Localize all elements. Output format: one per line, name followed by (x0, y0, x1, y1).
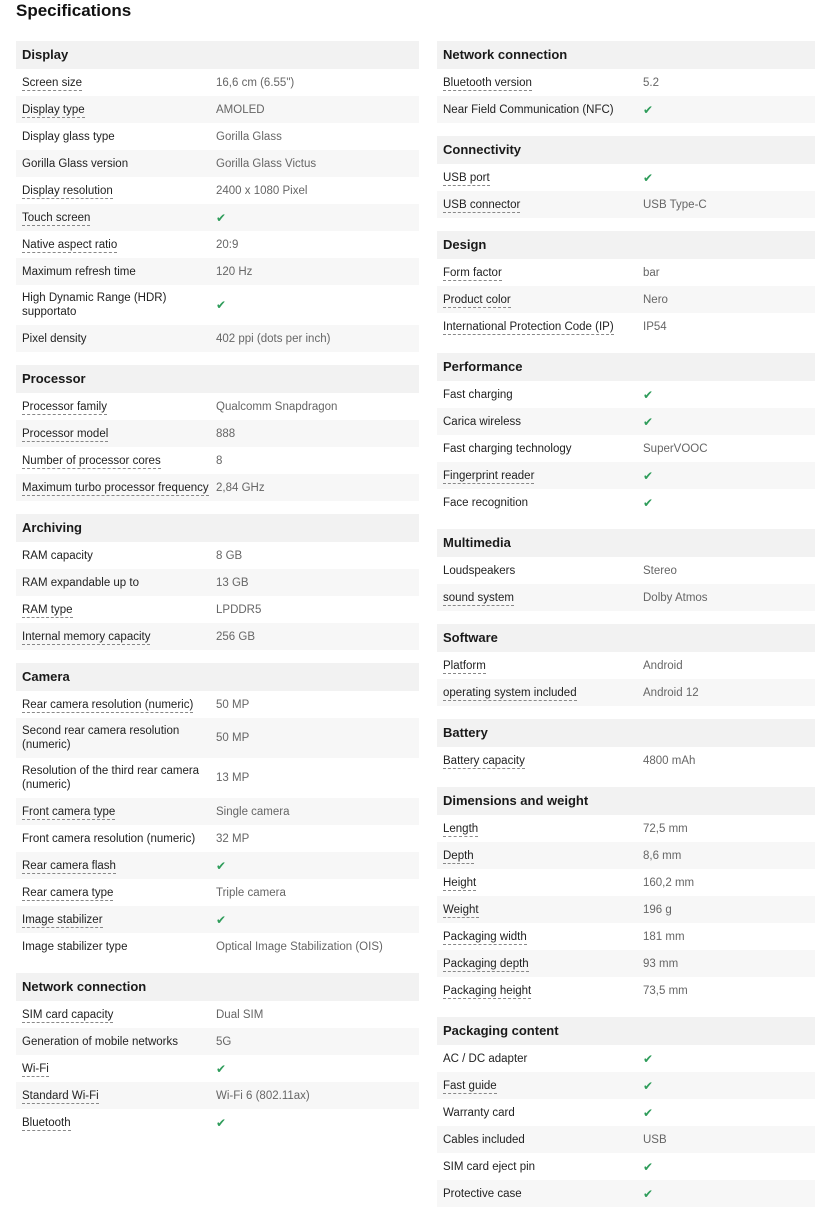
spec-label: AC / DC adapter (443, 1052, 528, 1065)
spec-value: 16,6 cm (6.55") (216, 76, 295, 89)
spec-row (16, 569, 419, 596)
spec-value: Nero (643, 293, 668, 306)
spec-label: SIM card eject pin (443, 1160, 536, 1173)
spec-row (437, 557, 815, 584)
spec-label-cell (437, 320, 643, 334)
spec-row (16, 596, 419, 623)
spec-value: 93 mm (643, 957, 679, 970)
spec-label-cell (437, 266, 643, 280)
spec-label-cell (16, 724, 216, 752)
spec-row (16, 825, 419, 852)
spec-section-display (16, 41, 419, 352)
spec-row (16, 447, 419, 474)
spec-row (16, 325, 419, 352)
spec-label-cell (16, 940, 216, 954)
spec-label: Gorilla Glass version (22, 157, 129, 170)
spec-label-cell (16, 76, 216, 90)
checkmark-icon: ✔ (643, 170, 654, 185)
checkmark-icon: ✔ (216, 858, 227, 873)
spec-label-cell (16, 211, 216, 225)
spec-label: Protective case (443, 1187, 522, 1200)
spec-label-cell (437, 876, 643, 890)
checkmark-icon: ✔ (643, 387, 654, 402)
spec-row (16, 691, 419, 718)
spec-row (437, 842, 815, 869)
spec-section-dimensions (437, 787, 815, 1004)
spec-value: 73,5 mm (643, 984, 688, 997)
spec-label-cell (437, 442, 643, 456)
spec-label-cell (16, 698, 216, 712)
spec-value: 2,84 GHz (216, 481, 265, 494)
spec-label-cell (16, 400, 216, 414)
spec-value: USB Type-C (643, 198, 707, 211)
spec-label-tooltip[interactable]: International Protection Code (IP) (443, 320, 614, 333)
spec-section-processor (16, 365, 419, 501)
spec-label-cell (16, 157, 216, 171)
spec-label-cell (437, 659, 643, 673)
spec-label-cell (437, 469, 643, 483)
section-title: Network connection (16, 973, 419, 1001)
spec-row (437, 977, 815, 1004)
spec-label-tooltip[interactable]: Screen size (22, 76, 83, 89)
spec-label-cell (16, 130, 216, 144)
spec-label-tooltip[interactable]: Display resolution (22, 184, 113, 197)
spec-label-cell (16, 1089, 216, 1103)
spec-label-tooltip[interactable]: Packaging depth (443, 957, 529, 970)
spec-row (437, 679, 815, 706)
spec-label: Pixel density (22, 332, 87, 345)
spec-row (16, 798, 419, 825)
spec-row (437, 259, 815, 286)
spec-label-tooltip[interactable]: operating system included (443, 686, 577, 699)
spec-row (16, 623, 419, 650)
spec-value: Dual SIM (216, 1008, 264, 1021)
checkmark-icon: ✔ (643, 1186, 654, 1201)
section-title: Software (437, 624, 815, 652)
spec-value: 196 g (643, 903, 672, 916)
spec-label-cell (437, 849, 643, 863)
spec-section-software (437, 624, 815, 706)
spec-row (16, 231, 419, 258)
spec-row (16, 150, 419, 177)
spec-row (16, 177, 419, 204)
spec-row (437, 69, 815, 96)
spec-row (16, 258, 419, 285)
spec-row (16, 1082, 419, 1109)
section-title: Packaging content (437, 1017, 815, 1045)
spec-row (16, 393, 419, 420)
spec-row (437, 1126, 815, 1153)
specs-column-left (16, 41, 419, 1149)
spec-label-cell (16, 184, 216, 198)
spec-section-design (437, 231, 815, 340)
spec-label-cell (437, 171, 643, 185)
checkmark-icon: ✔ (216, 912, 227, 927)
spec-label: Front camera resolution (numeric) (22, 832, 196, 845)
spec-label-cell (16, 805, 216, 819)
spec-value: Gorilla Glass Victus (216, 157, 317, 170)
spec-label-cell (16, 764, 216, 792)
section-title: Performance (437, 353, 815, 381)
spec-label-cell (437, 76, 643, 90)
spec-label-cell (437, 198, 643, 212)
spec-label-cell (437, 293, 643, 307)
checkmark-icon: ✔ (643, 1159, 654, 1174)
spec-label-tooltip[interactable]: Height (443, 876, 477, 889)
spec-value: Dolby Atmos (643, 591, 708, 604)
spec-row (16, 718, 419, 758)
spec-section-connectivity (437, 136, 815, 218)
spec-label-tooltip[interactable]: Native aspect ratio (22, 238, 118, 251)
spec-value: 181 mm (643, 930, 685, 943)
spec-row (16, 285, 419, 325)
spec-label-cell (437, 415, 643, 429)
spec-label-tooltip[interactable]: Touch screen (22, 211, 91, 224)
spec-section-battery (437, 719, 815, 774)
spec-row (437, 950, 815, 977)
spec-label-cell (16, 1116, 216, 1130)
spec-label-cell (437, 496, 643, 510)
spec-label: Maximum refresh time (22, 265, 136, 278)
spec-label-cell (437, 1052, 643, 1066)
spec-label-cell (16, 859, 216, 873)
spec-value: 402 ppi (dots per inch) (216, 332, 331, 345)
spec-value: 13 GB (216, 576, 249, 589)
spec-row (16, 879, 419, 906)
spec-row (16, 96, 419, 123)
spec-value: 5G (216, 1035, 232, 1048)
spec-label-cell (16, 481, 216, 495)
spec-label-cell (437, 564, 643, 578)
spec-label-tooltip[interactable]: Battery capacity (443, 754, 525, 767)
spec-label-tooltip[interactable]: Standard Wi-Fi (22, 1089, 99, 1102)
spec-row (437, 408, 815, 435)
checkmark-icon: ✔ (643, 1105, 654, 1120)
spec-label-tooltip[interactable]: Bluetooth version (443, 76, 532, 89)
spec-label: RAM expandable up to (22, 576, 139, 589)
spec-row (437, 747, 815, 774)
checkmark-icon: ✔ (643, 468, 654, 483)
spec-label-tooltip[interactable]: Bluetooth (22, 1116, 71, 1129)
specs-column-right (437, 41, 815, 1220)
spec-label-cell (16, 332, 216, 346)
spec-value: 160,2 mm (643, 876, 695, 889)
spec-label-cell (16, 427, 216, 441)
spec-label: Face recognition (443, 496, 529, 509)
checkmark-icon: ✔ (216, 210, 227, 225)
spec-value: 50 MP (216, 732, 250, 744)
spec-row (16, 1001, 419, 1028)
spec-label-cell (16, 630, 216, 644)
spec-label-tooltip[interactable]: Fingerprint reader (443, 469, 535, 482)
spec-label-cell (16, 603, 216, 617)
spec-label-cell (437, 1106, 643, 1120)
spec-label-cell (437, 686, 643, 700)
spec-label-cell (16, 1062, 216, 1076)
spec-row (437, 1180, 815, 1207)
spec-label-cell (16, 1008, 216, 1022)
spec-row (437, 462, 815, 489)
spec-label-tooltip[interactable]: Front camera type (22, 805, 116, 818)
spec-label-tooltip[interactable]: Processor model (22, 427, 109, 440)
spec-label-tooltip[interactable]: Image stabilizer (22, 913, 103, 926)
spec-label: Fast charging (443, 388, 513, 401)
spec-label-cell (437, 1160, 643, 1174)
spec-label-cell (437, 754, 643, 768)
spec-label-cell (437, 1079, 643, 1093)
spec-row (16, 852, 419, 879)
spec-label: Near Field Communication (NFC) (443, 103, 614, 116)
section-title: Display (16, 41, 419, 69)
checkmark-icon: ✔ (216, 1115, 227, 1130)
spec-value: SuperVOOC (643, 442, 708, 455)
checkmark-icon: ✔ (216, 298, 227, 312)
spec-label-cell (437, 1187, 643, 1201)
spec-label: Carica wireless (443, 415, 521, 428)
section-title: Multimedia (437, 529, 815, 557)
spec-row (437, 923, 815, 950)
spec-row (437, 1153, 815, 1180)
spec-value: bar (643, 266, 660, 279)
spec-row (16, 204, 419, 231)
spec-value: 8 (216, 454, 223, 467)
spec-value: Single camera (216, 805, 290, 818)
section-title: Design (437, 231, 815, 259)
spec-row (437, 313, 815, 340)
spec-label-cell (437, 103, 643, 117)
spec-row (16, 933, 419, 960)
spec-label-tooltip[interactable]: Form factor (443, 266, 502, 279)
spec-row (16, 758, 419, 798)
spec-value: USB (643, 1133, 667, 1146)
spec-value: Gorilla Glass (216, 130, 282, 143)
section-title: Archiving (16, 514, 419, 542)
spec-label: Fast charging technology (443, 442, 572, 455)
spec-label-tooltip[interactable]: Number of processor cores (22, 454, 161, 467)
spec-section-performance (437, 353, 815, 516)
spec-label-tooltip[interactable]: Rear camera flash (22, 859, 116, 872)
spec-label-cell (437, 930, 643, 944)
spec-section-packaging (437, 1017, 815, 1207)
spec-label-cell (16, 886, 216, 900)
spec-section-network-right (437, 41, 815, 123)
spec-section-archiving (16, 514, 419, 650)
spec-row (16, 123, 419, 150)
spec-value: LPDDR5 (216, 603, 262, 616)
spec-value: 13 MP (216, 772, 250, 784)
spec-value: Stereo (643, 564, 677, 577)
spec-row (437, 489, 815, 516)
spec-label-tooltip[interactable]: Maximum turbo processor frequency (22, 481, 209, 494)
section-title: Dimensions and weight (437, 787, 815, 815)
spec-label-tooltip[interactable]: USB port (443, 171, 490, 184)
spec-label: High Dynamic Range (HDR) supportato (22, 292, 167, 318)
spec-label-cell (16, 238, 216, 252)
spec-label-cell (437, 388, 643, 402)
spec-row (437, 815, 815, 842)
spec-value: 8 GB (216, 549, 243, 562)
spec-value: 256 GB (216, 630, 255, 643)
spec-row (437, 584, 815, 611)
spec-row (437, 286, 815, 313)
spec-label-cell (437, 1133, 643, 1147)
spec-row (437, 1072, 815, 1099)
section-title: Processor (16, 365, 419, 393)
spec-row (437, 164, 815, 191)
spec-label: Resolution of the third rear camera (numeric) (22, 765, 200, 791)
spec-label: RAM capacity (22, 549, 93, 562)
spec-value: 50 MP (216, 698, 250, 711)
checkmark-icon: ✔ (643, 495, 654, 510)
section-title: Camera (16, 663, 419, 691)
checkmark-icon: ✔ (643, 1051, 654, 1066)
spec-row (437, 896, 815, 923)
spec-label-cell (16, 291, 216, 319)
spec-value: 120 Hz (216, 265, 253, 278)
spec-label-tooltip[interactable]: RAM type (22, 603, 73, 616)
spec-value: Optical Image Stabilization (OIS) (216, 940, 383, 953)
spec-label-tooltip[interactable]: USB connector (443, 198, 521, 211)
spec-section-multimedia (437, 529, 815, 611)
spec-label-tooltip[interactable]: SIM card capacity (22, 1008, 114, 1021)
spec-value: Wi-Fi 6 (802.11ax) (216, 1089, 310, 1102)
spec-label-tooltip[interactable]: Weight (443, 903, 479, 916)
spec-label-cell (16, 1035, 216, 1049)
spec-row (16, 1055, 419, 1082)
spec-value: 4800 mAh (643, 754, 696, 767)
section-title: Battery (437, 719, 815, 747)
spec-label: Generation of mobile networks (22, 1035, 178, 1048)
spec-label-tooltip[interactable]: Rear camera type (22, 886, 114, 899)
spec-label: Image stabilizer type (22, 940, 128, 953)
spec-row (16, 1109, 419, 1136)
spec-row (16, 420, 419, 447)
spec-label: Display glass type (22, 130, 115, 143)
spec-label-cell (16, 265, 216, 279)
spec-label-cell (16, 103, 216, 117)
spec-value: 2400 x 1080 Pixel (216, 184, 308, 197)
spec-label-tooltip[interactable]: sound system (443, 591, 514, 604)
spec-value: Android 12 (643, 686, 699, 699)
spec-row (437, 381, 815, 408)
spec-label-tooltip[interactable]: Display type (22, 103, 85, 116)
spec-label-tooltip[interactable]: Internal memory capacity (22, 630, 151, 643)
spec-row (437, 96, 815, 123)
spec-value: 8,6 mm (643, 849, 682, 862)
spec-label-tooltip[interactable]: Packaging height (443, 984, 532, 997)
spec-value: 72,5 mm (643, 822, 688, 835)
spec-row (437, 1099, 815, 1126)
spec-label: Cables included (443, 1133, 525, 1146)
spec-row (437, 191, 815, 218)
spec-value: AMOLED (216, 103, 265, 116)
spec-row (16, 906, 419, 933)
spec-label-tooltip[interactable]: Packaging width (443, 930, 527, 943)
spec-value: 5.2 (643, 76, 659, 89)
spec-label: Warranty card (443, 1106, 515, 1119)
spec-label-cell (437, 903, 643, 917)
spec-label-cell (16, 913, 216, 927)
spec-label-tooltip[interactable]: Rear camera resolution (numeric) (22, 698, 194, 711)
spec-value: 32 MP (216, 832, 250, 845)
spec-label-cell (437, 957, 643, 971)
spec-row (16, 474, 419, 501)
spec-label-tooltip[interactable]: Length (443, 822, 479, 835)
spec-label-tooltip[interactable]: Platform (443, 659, 486, 672)
checkmark-icon: ✔ (216, 1061, 227, 1076)
spec-label-tooltip[interactable]: Fast guide (443, 1079, 497, 1092)
spec-label-tooltip[interactable]: Depth (443, 849, 474, 862)
spec-value: 888 (216, 427, 236, 440)
spec-value: Android (643, 659, 683, 672)
checkmark-icon: ✔ (643, 102, 654, 117)
section-title: Connectivity (437, 136, 815, 164)
checkmark-icon: ✔ (643, 414, 654, 429)
spec-row (437, 869, 815, 896)
spec-label-cell (437, 591, 643, 605)
spec-value: Qualcomm Snapdragon (216, 400, 338, 413)
spec-label-cell (437, 984, 643, 998)
spec-label-cell (16, 832, 216, 846)
section-title: Network connection (437, 41, 815, 69)
checkmark-icon: ✔ (643, 1078, 654, 1093)
spec-label-tooltip[interactable]: Processor family (22, 400, 107, 413)
page-title: Specifications (16, 1, 132, 20)
spec-section-camera (16, 663, 419, 960)
spec-row (437, 1045, 815, 1072)
spec-row (16, 69, 419, 96)
spec-label-cell (16, 576, 216, 590)
spec-label-cell (16, 454, 216, 468)
spec-label-tooltip[interactable]: Wi-Fi (22, 1062, 49, 1075)
spec-row (437, 435, 815, 462)
spec-label: Second rear camera resolution (numeric) (22, 725, 180, 751)
spec-row (437, 652, 815, 679)
spec-value: IP54 (643, 320, 667, 333)
spec-label-cell (437, 822, 643, 836)
spec-value: Triple camera (216, 886, 286, 899)
spec-row (16, 542, 419, 569)
spec-label-tooltip[interactable]: Product color (443, 293, 511, 306)
spec-label: Loudspeakers (443, 564, 516, 577)
spec-section-network-left (16, 973, 419, 1136)
spec-label-cell (16, 549, 216, 563)
spec-value: 20:9 (216, 238, 239, 251)
spec-row (16, 1028, 419, 1055)
